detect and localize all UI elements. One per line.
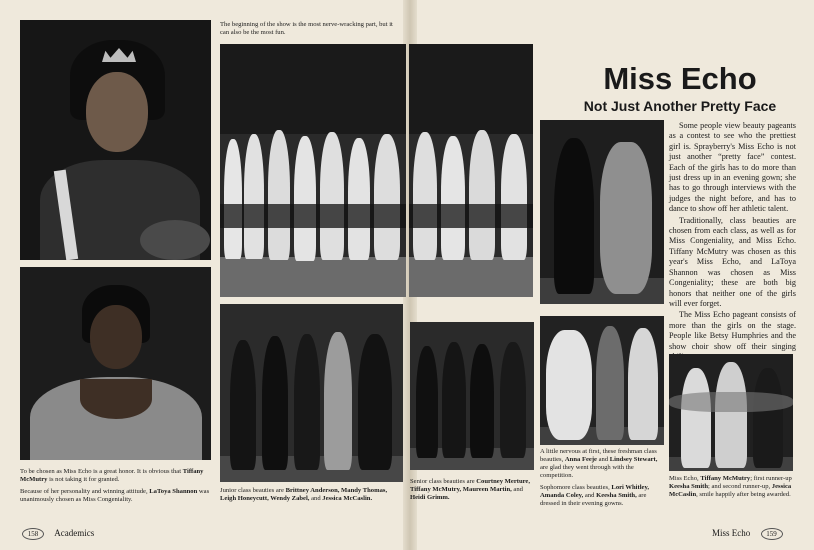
- caption-show-beginning: The beginning of the show is the most nerve-wracking part, but it can also be the most fun.: [220, 21, 393, 36]
- page-number-159: 159: [761, 528, 783, 540]
- left-folio: [22, 528, 94, 540]
- caption-freshman-beauties: A little nervous at first, these freshman class beauties, Anna Feeje and Lindsey Stewart, are glad they went through with the competition.: [540, 448, 658, 479]
- caption-miss-echo: To be chosen as Miss Echo is a great honor. It is obvious that Tiffany McMutry is not taking it for granted.: [20, 468, 204, 483]
- right-folio: [712, 528, 783, 540]
- caption-miss-congeniality: Because of her personality and winning attitude, LaToya Shannon was unanimously chosen as Miss Congeniality.: [20, 488, 210, 503]
- body-paragraph-1: Some people view beauty pageants as a contest to see who the prettiest girl is. Sprayberry's Miss Echo is not just another “pretty face” contest. Each of the girls has to do more than just dress up in an evening gown; she has to go through interviews with the judges the night before, and has to dance to show off her athletic talent.: [669, 121, 796, 214]
- photo-dance-line-left: [220, 44, 406, 297]
- caption-junior-beauties: Junior class beauties are Brittney Anderson, Mandy Thomas, Leigh Honeycutt, Wendy Zabel, and Jessica McCaslin.: [220, 487, 388, 502]
- body-paragraph-2: Traditionally, class beauties are chosen from each class, as well as for Miss Congeniality, and Miss Echo. Tiffany McMutry was chosen as this year's Miss Echo, and LaToya Shannon was chosen as Miss Congeniality; these are both big honors that neither one of the girls will ever forget.: [669, 215, 796, 308]
- caption-sophomore-beauties: Sophomore class beauties, Lori Whitley, Amanda Coley, and Keesha Smith, are dressed in their evening gowns.: [540, 484, 650, 507]
- page-title: Miss Echo: [603, 61, 757, 96]
- photo-miss-congeniality: [20, 267, 211, 460]
- body-paragraph-3: The Miss Echo pageant consists of more than the girls on the stage. People like Betsy Humphries and the show choir show off their singing: [669, 310, 796, 351]
- caption-pageant-winners: Miss Echo, Tiffany McMutry; first runner-up Keesha Smith; and second runner-up, Jessica McCaslin, smile happily after being awarded.: [669, 475, 792, 498]
- photo-senior-beauties: [410, 322, 534, 470]
- section-label-academics: Academics: [54, 528, 95, 538]
- photo-pageant-winners: [669, 354, 793, 471]
- photo-miss-echo-crowned: [20, 20, 211, 260]
- photo-junior-beauties: [220, 304, 403, 482]
- photo-freshman-beauties: [540, 120, 664, 304]
- article-body: [669, 121, 796, 363]
- page-number-158: 158: [22, 528, 44, 540]
- photo-sophomore-beauties: [540, 316, 664, 445]
- page-subtitle: Not Just Another Pretty Face: [583, 98, 777, 114]
- photo-dance-line-right: [409, 44, 533, 297]
- caption-senior-beauties: Senior class beauties are Courtney Merture, Tiffany McMutry, Maureen Martin, and Heidi Grimm.: [410, 478, 530, 501]
- section-label-miss-echo: Miss Echo: [712, 528, 751, 538]
